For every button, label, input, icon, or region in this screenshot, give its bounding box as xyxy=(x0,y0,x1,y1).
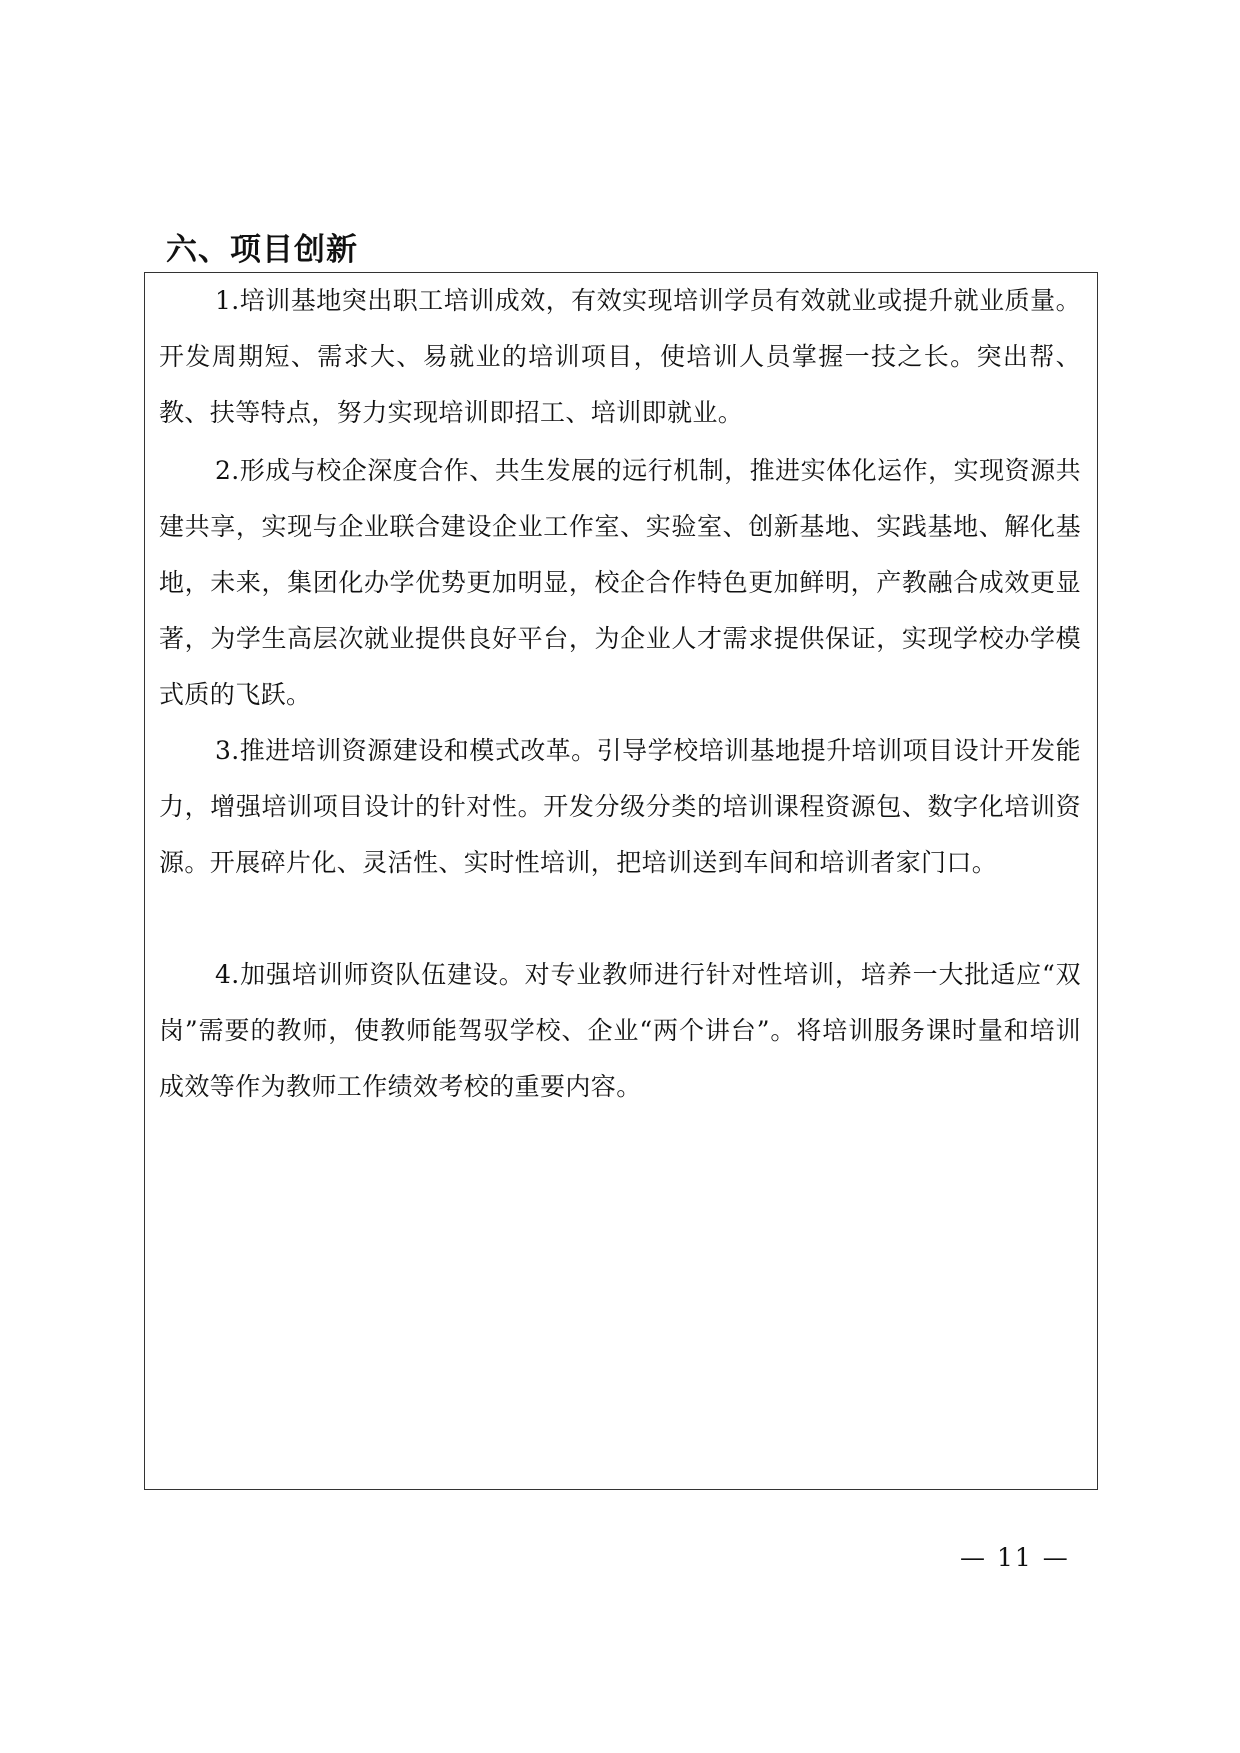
paragraph-2: 2.形成与校企深度合作、共生发展的远行机制，推进实体化运作，实现资源共建共享，实现与企业联合建设企业工作室、实验室、创新基地、实践基地、解化基地，未来，集团化办学优势更加明显，校企合作特色更加鲜明，产教融合成效更显著，为学生高层次就业提供良好平台，为企业人才需求提供保证，实现学校办学模式质的飞跃。 xyxy=(159,456,1081,709)
paragraph-4: 4.加强培训师资队伍建设。对专业教师进行针对性培训，培养一大批适应“双岗”需要的教师，使教师能驾驭学校、企业“两个讲台”。将培训服务课时量和培训成效等作为教师工作绩效考校的重要内容。 xyxy=(159,960,1081,1101)
paragraph-3: 3.推进培训资源建设和模式改革。引导学校培训基地提升培训项目设计开发能力，增强培训项目设计的针对性。开发分级分类的培训课程资源包、数字化培训资源。开展碎片化、灵活性、实时性培训，把培训送到车间和培训者家门口。 xyxy=(159,736,1081,877)
paragraph-1: 1.培训基地突出职工培训成效，有效实现培训学员有效就业或提升就业质量。开发周期短、需求大、易就业的培训项目，使培训人员掌握一技之长。突出帮、教、扶等特点，努力实现培训即招工、培训即就业。 xyxy=(159,286,1081,427)
page-number: — 11 — xyxy=(960,1543,1070,1572)
section-title: 六、项目创新 xyxy=(166,232,358,268)
content-box xyxy=(144,272,1098,1490)
